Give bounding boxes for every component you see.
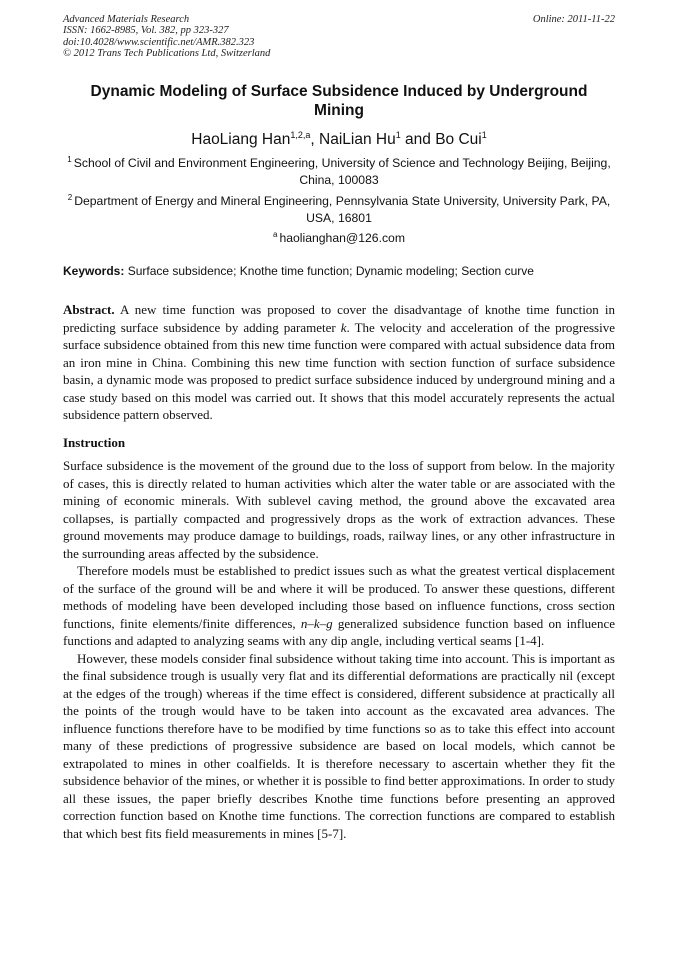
affiliation-1	[63, 155, 615, 189]
author-list	[63, 130, 615, 150]
paragraph: Surface subsidence is the movement of the ground due to the loss of support from below. In the majority of cases, this is directly related to human activities which alter the water table or are associated with the mining of economic minerals. With sublevel caving method, the ground above the excavated area collapses, is partially compacted and progressively drops as the work of extraction advances. These ground movements may produce damage to buildings, roads, railway lines, or any other infrastructure in the surrounding areas affected by the subsidence.	[63, 458, 615, 561]
abstract-text: A new time function was proposed to cover the disadvantage of knothe time function in predicting surface subsidence by adding parameter	[63, 302, 615, 335]
section-heading: Instruction	[63, 435, 126, 450]
email-marker: a	[273, 230, 278, 239]
paragraph: However, these models consider final subsidence without taking time into account. This is important as the final subsidence trough is usually very flat and its differential deformations are practically nil (except at the edges of the trough) whereas if the time effect is considered, different subsidence at practically all the points of the trough would have to be taken into account as the excavated area advances. The influence functions therefore have to be modified by time functions so as to take this effect into account many of these predictions of progressive subsidence are based on local models, which cannot be extrapolated to mines in other coalfields. It is therefore necessary to ascertain whether they fit the subsidence behavior of the mines, or whether it is possible to find better approximations. In order to study all these issues, the paper briefly describes Knothe time functions before presenting an approved correction function based on Knothe time functions. The correction functions are compared to establish that which best fits field measurements in mines [5-7].	[63, 650, 615, 841]
author-name: HaoLiang Han	[191, 131, 291, 148]
abstract-text: . The velocity and acceleration of the progressive surface subsidence obtained from this new time function were compared with actual subsidence data from an iron mine in China. Combining this new time function with section function of surface subsidence basin, a dynamic mode was proposed to predict surface subsidence induced by underground mining and a case study based on this model was carried out. It shows that this model accurately represents the actual subsidence pattern observed.	[63, 319, 616, 422]
author-email	[63, 230, 615, 247]
keywords-text: Surface subsidence; Knothe time function; Dynamic modeling; Section curve	[124, 264, 534, 278]
journal-header	[63, 14, 615, 59]
affiliation-text: School of Civil and Environment Engineering, University of Science and Technology Beijing, Beijing, China, 100083	[73, 156, 611, 187]
doi-line: doi:10.4028/www.scientific.net/AMR.382.323	[63, 36, 255, 48]
paragraph-text: Therefore models must be established to predict issues such as what the greatest vertical displacement of the surface of the ground will be and where it will be produced. To answer these questions, different methods of modeling have been developed including those based on influence functions, cross section functions, finite elements/finite differences,	[63, 563, 615, 631]
paragraph-italic: n–k–g	[300, 615, 333, 631]
issn-line: ISSN: 1662-8985, Vol. 382, pp 323-327	[63, 25, 229, 37]
author-superscript: 1	[395, 130, 401, 140]
author-superscript: 1,2,a	[290, 130, 311, 140]
paper-title: Dynamic Modeling of Surface Subsidence Induced by Underground Mining	[90, 83, 588, 119]
affiliation-marker: 1	[67, 155, 72, 164]
author-separator: ,	[310, 131, 320, 148]
abstract-label: Abstract.	[63, 302, 115, 317]
keywords-label: Keywords:	[63, 264, 125, 278]
affiliation-marker: 2	[67, 193, 73, 202]
abstract	[63, 301, 615, 424]
paragraph	[63, 562, 615, 650]
author-superscript: 1	[481, 130, 487, 140]
abstract-parameter: k	[340, 319, 347, 335]
author-name: NaiLian Hu	[319, 131, 396, 148]
section-body	[63, 457, 615, 842]
keywords	[63, 263, 615, 279]
paragraph-text: generalized subsidence function based on influence functions and adapted to analyzing seams with any dip angle, including vertical seams [1-4].	[63, 615, 615, 648]
affiliation-2	[63, 193, 615, 227]
online-date: Online: 2011-11-22	[532, 14, 615, 25]
email-text: haolianghan@126.com	[279, 231, 405, 245]
journal-name: Advanced Materials Research	[63, 14, 190, 25]
author-separator: and	[400, 131, 436, 148]
copyright-line: © 2012 Trans Tech Publications Ltd, Switzerland	[63, 47, 271, 59]
author-name: Bo Cui	[435, 131, 482, 148]
affiliation-text: Department of Energy and Mineral Engineering, Pennsylvania State University, University Park, PA, USA, 16801	[74, 194, 611, 225]
